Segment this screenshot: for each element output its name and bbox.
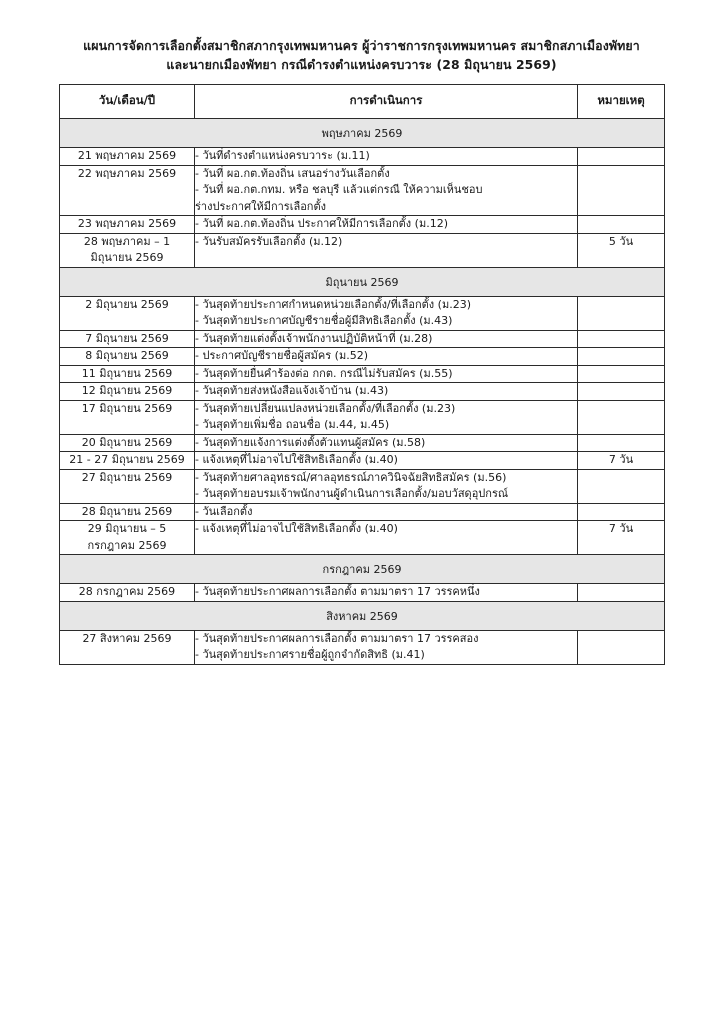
table-row (60, 216, 665, 234)
date-line: 28 พฤษภาคม – 1 (83, 234, 171, 248)
table-row (60, 348, 665, 366)
section-header-row (60, 119, 665, 148)
column-header-note: หมายเหตุ (578, 85, 665, 119)
election-plan-table (59, 84, 665, 665)
action-line: - วันสุดท้ายประกาศผลการเลือกตั้ง ตามมาตรา 17 วรรคสอง (195, 631, 479, 645)
action-line: - วันสุดท้ายประกาศรายชื่อผู้ถูกจำกัดสิทธิ (ม.41) (195, 648, 425, 662)
cell-action (195, 348, 578, 366)
date-line: กรกฎาคม 2569 (87, 538, 167, 552)
action-line: - วันสุดท้ายเปลี่ยนแปลงหน่วยเลือกตั้ง/ที่เลือกตั้ง (ม.23) (195, 401, 456, 415)
cell-note (578, 148, 665, 166)
cell-note (578, 584, 665, 602)
cell-date (60, 216, 195, 234)
page-title-line-1: แผนการจัดการเลือกตั้งสมาชิกสภากรุงเทพมหานคร ผู้ว่าราชการกรุงเทพมหานคร สมาชิกสภาเมืองพัทยา (83, 38, 640, 53)
table-row (60, 365, 665, 383)
table-row (60, 469, 665, 503)
action-line: - วันสุดท้ายศาลอุทธรณ์/ศาลอุทธรณ์ภาควินิจฉัยสิทธิสมัคร (ม.56) (195, 470, 507, 484)
table-row (60, 503, 665, 521)
action-line: - วันสุดท้ายยื่นคำร้องต่อ กกต. กรณีไม่รับสมัคร (ม.55) (195, 366, 453, 380)
action-line: - วันที่ ผอ.กต.ท้องถิ่น เสนอร่างวันเลือกตั้ง (195, 166, 390, 180)
action-line: - วันเลือกตั้ง (195, 504, 253, 518)
table-row (60, 434, 665, 452)
cell-action (195, 330, 578, 348)
section-header-label: พฤษภาคม 2569 (60, 119, 665, 148)
action-line: - วันที่ ผอ.กต.กทม. หรือ ชลบุรี แล้วแต่กรณี ให้ความเห็นชอบ (195, 183, 483, 197)
table-header-row (60, 85, 665, 119)
date-line: 20 มิถุนายน 2569 (81, 435, 173, 449)
cell-action (195, 365, 578, 383)
table-row (60, 630, 665, 664)
table-head (60, 85, 665, 119)
section-header-row (60, 601, 665, 630)
action-line: - วันสุดท้ายแจ้งการแต่งตั้งตัวแทนผู้สมัคร (ม.58) (195, 435, 426, 449)
action-line: - วันที่ ผอ.กต.ท้องถิ่น ประกาศให้มีการเลือกตั้ง (ม.12) (195, 217, 449, 231)
cell-date (60, 365, 195, 383)
date-line: 28 มิถุนายน 2569 (81, 504, 173, 518)
action-line: - ประกาศบัญชีรายชื่อผู้สมัคร (ม.52) (195, 349, 369, 363)
cell-note (578, 503, 665, 521)
cell-date (60, 503, 195, 521)
cell-date (60, 452, 195, 470)
page-title (59, 36, 664, 74)
date-line: 2 มิถุนายน 2569 (85, 297, 169, 311)
date-line: 8 มิถุนายน 2569 (85, 349, 169, 363)
cell-note (578, 348, 665, 366)
table-row (60, 148, 665, 166)
table-row (60, 521, 665, 555)
cell-action (195, 296, 578, 330)
cell-action (195, 630, 578, 664)
date-line: 23 พฤษภาคม 2569 (77, 217, 177, 231)
action-line: - วันสุดท้ายประกาศบัญชีรายชื่อผู้มีสิทธิเลือกตั้ง (ม.43) (195, 314, 453, 328)
cell-date (60, 584, 195, 602)
cell-note (578, 216, 665, 234)
table-row (60, 452, 665, 470)
cell-date (60, 630, 195, 664)
section-header-row (60, 267, 665, 296)
section-header-row (60, 555, 665, 584)
cell-action (195, 434, 578, 452)
cell-date (60, 434, 195, 452)
action-line: - วันสุดท้ายประกาศผลการเลือกตั้ง ตามมาตรา 17 วรรคหนึ่ง (195, 585, 480, 599)
cell-action (195, 584, 578, 602)
cell-action (195, 521, 578, 555)
action-line: - วันสุดท้ายอบรมเจ้าพนักงานผู้ดำเนินการเลือกตั้ง/มอบวัสดุอุปกรณ์ (195, 487, 509, 501)
table-body (60, 119, 665, 665)
cell-date (60, 469, 195, 503)
cell-action (195, 233, 578, 267)
action-line: - วันสุดท้ายประกาศกำหนดหน่วยเลือกตั้ง/ที่เลือกตั้ง (ม.23) (195, 297, 471, 311)
cell-action (195, 400, 578, 434)
table-row (60, 383, 665, 401)
action-line: ร่างประกาศให้มีการเลือกตั้ง (195, 199, 326, 213)
cell-note (578, 434, 665, 452)
table-row (60, 584, 665, 602)
cell-note (578, 296, 665, 330)
date-line: 28 กรกฎาคม 2569 (78, 585, 176, 599)
cell-note: 7 วัน (578, 452, 665, 470)
cell-date (60, 148, 195, 166)
page-title-line-2: และนายกเมืองพัทยา กรณีดำรงตำแหน่งครบวาระ (28 มิถุนายน 2569) (166, 57, 557, 73)
action-line: - วันสุดท้ายเพิ่มชื่อ ถอนชื่อ (ม.44, ม.45) (195, 418, 390, 432)
cell-note (578, 469, 665, 503)
cell-date (60, 400, 195, 434)
cell-date (60, 296, 195, 330)
cell-action (195, 216, 578, 234)
cell-action (195, 148, 578, 166)
cell-note (578, 383, 665, 401)
cell-note (578, 165, 665, 216)
cell-note (578, 630, 665, 664)
column-header-action: การดำเนินการ (195, 85, 578, 119)
date-line: 7 มิถุนายน 2569 (85, 331, 169, 345)
table-row (60, 400, 665, 434)
action-line: - วันสุดท้ายแต่งตั้งเจ้าพนักงานปฏิบัติหน้าที่ (ม.28) (195, 331, 433, 345)
section-header-label: มิถุนายน 2569 (60, 267, 665, 296)
date-line: 21 - 27 มิถุนายน 2569 (69, 453, 185, 467)
table-row (60, 330, 665, 348)
action-line: - แจ้งเหตุที่ไม่อาจไปใช้สิทธิเลือกตั้ง (ม.40) (195, 522, 398, 536)
table-row (60, 165, 665, 216)
cell-action (195, 165, 578, 216)
date-line: 17 มิถุนายน 2569 (81, 401, 173, 415)
cell-date (60, 330, 195, 348)
cell-note: 5 วัน (578, 233, 665, 267)
cell-note: 7 วัน (578, 521, 665, 555)
column-header-date: วัน/เดือน/ปี (60, 85, 195, 119)
date-line: 22 พฤษภาคม 2569 (77, 166, 177, 180)
cell-action (195, 469, 578, 503)
date-line: มิถุนายน 2569 (90, 251, 164, 265)
section-header-label: กรกฎาคม 2569 (60, 555, 665, 584)
cell-date (60, 348, 195, 366)
date-line: 21 พฤษภาคม 2569 (77, 149, 177, 163)
cell-date (60, 521, 195, 555)
cell-note (578, 330, 665, 348)
cell-date (60, 165, 195, 216)
action-line: - แจ้งเหตุที่ไม่อาจไปใช้สิทธิเลือกตั้ง (ม.40) (195, 453, 398, 467)
date-line: 27 สิงหาคม 2569 (82, 631, 172, 645)
table-row (60, 296, 665, 330)
date-line: 29 มิถุนายน – 5 (87, 522, 167, 536)
cell-date (60, 383, 195, 401)
cell-note (578, 365, 665, 383)
action-line: - วันที่ดำรงตำแหน่งครบวาระ (ม.11) (195, 149, 370, 163)
cell-action (195, 503, 578, 521)
date-line: 12 มิถุนายน 2569 (81, 384, 173, 398)
date-line: 27 มิถุนายน 2569 (81, 470, 173, 484)
cell-note (578, 400, 665, 434)
cell-action (195, 452, 578, 470)
table-row (60, 233, 665, 267)
cell-action (195, 383, 578, 401)
section-header-label: สิงหาคม 2569 (60, 601, 665, 630)
date-line: 11 มิถุนายน 2569 (81, 366, 173, 380)
action-line: - วันสุดท้ายส่งหนังสือแจ้งเจ้าบ้าน (ม.43) (195, 384, 389, 398)
action-line: - วันรับสมัครรับเลือกตั้ง (ม.12) (195, 234, 343, 248)
cell-date (60, 233, 195, 267)
